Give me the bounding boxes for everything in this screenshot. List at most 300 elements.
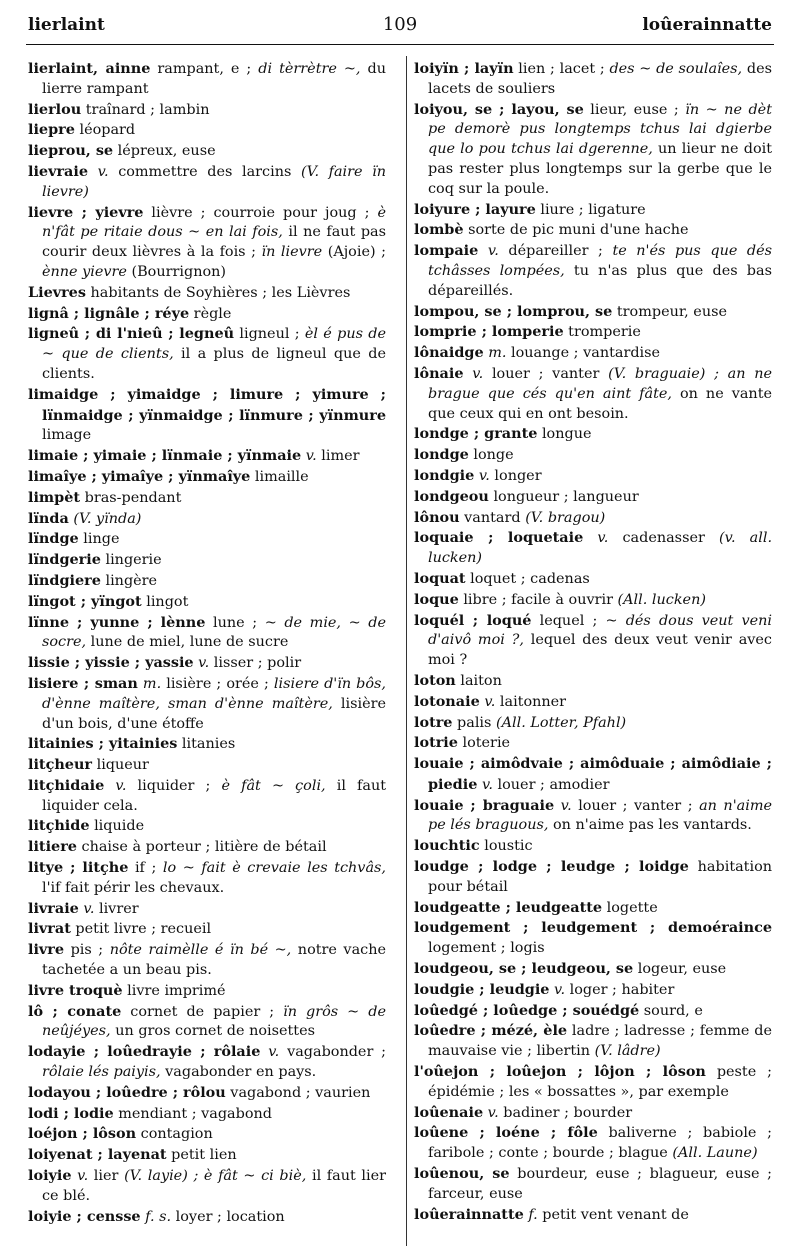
entry-definition-text: logette bbox=[602, 899, 658, 916]
entry-definition-text: lune ; bbox=[205, 614, 265, 631]
entry-italic-text: v. bbox=[597, 530, 609, 547]
entry-definition-text bbox=[88, 164, 98, 180]
dictionary-entry bbox=[414, 59, 772, 100]
entry-headword: lignâ ; lignâle ; réye bbox=[28, 304, 190, 322]
dictionary-entry bbox=[28, 613, 386, 654]
dictionary-entry bbox=[28, 1002, 386, 1043]
dictionary-entry bbox=[28, 755, 386, 776]
entry-definition-text: on n'aime pas les vantards. bbox=[548, 817, 752, 834]
dictionary-entry bbox=[414, 487, 772, 508]
dictionary-entry bbox=[28, 141, 386, 162]
dictionary-entry bbox=[28, 734, 386, 755]
entry-definition-text: petit livre ; recueil bbox=[70, 921, 212, 938]
dictionary-entry bbox=[28, 1083, 386, 1104]
entry-definition-text: lièvre ; courroie pour joug ; bbox=[143, 204, 378, 221]
dictionary-entry bbox=[414, 220, 772, 241]
dictionary-entry bbox=[28, 674, 386, 734]
dictionary-entry bbox=[414, 569, 772, 590]
entry-definition-text: logement ; logis bbox=[428, 940, 545, 957]
entry-italic-text: des ~ de soulaîes, bbox=[609, 61, 743, 77]
entry-italic-text: (All. Lotter, Pfahl) bbox=[495, 714, 627, 731]
entry-headword: loudge ; lodge ; leudge ; loidge bbox=[414, 858, 689, 876]
dictionary-entry bbox=[28, 919, 386, 940]
entry-italic-text: (V. yïnda) bbox=[73, 510, 142, 527]
entry-definition-text: liquide bbox=[89, 818, 145, 835]
entry-definition-text: vagabonder en pays. bbox=[160, 1064, 317, 1081]
entry-headword: lombè bbox=[414, 221, 464, 239]
entry-definition-text: tu n'as plus que des bas dépareillés. bbox=[428, 262, 772, 299]
entry-definition-text: liure ; ligature bbox=[535, 201, 646, 218]
entry-definition-text: palis bbox=[452, 714, 496, 731]
entry-headword: lodayie ; loûedrayie ; rôlaie bbox=[28, 1043, 261, 1061]
entry-definition-text: notre vache tachetée a un beau pis. bbox=[42, 942, 386, 979]
entry-definition-text: longue bbox=[537, 426, 592, 443]
dictionary-entry bbox=[28, 100, 386, 121]
entry-definition-text: laiton bbox=[455, 672, 502, 689]
entry-definition-text: règle bbox=[189, 305, 232, 322]
entry-definition-text: on ne vante que ceux qui en ont besoin. bbox=[428, 385, 772, 422]
entry-definition-text: loger ; habiter bbox=[565, 981, 675, 998]
entry-definition-text: lequel ; bbox=[531, 612, 606, 629]
entry-italic-text: v. bbox=[478, 467, 490, 484]
entry-headword: lieprou, se bbox=[28, 142, 114, 160]
entry-headword: lievraie bbox=[28, 162, 88, 180]
entry-definition-text: l'if fait périr les chevaux. bbox=[42, 879, 225, 896]
entry-italic-text: v. bbox=[472, 365, 484, 382]
entry-headword: loiyou, se ; layou, se bbox=[414, 100, 584, 118]
entry-headword: lievre ; yievre bbox=[28, 203, 144, 221]
entry-headword: litiere bbox=[28, 838, 77, 856]
entry-definition-text: litanies bbox=[177, 736, 236, 753]
entry-headword: lierlaint, ainne bbox=[28, 60, 151, 77]
entry-headword: londge bbox=[414, 446, 469, 464]
dictionary-entry bbox=[414, 343, 772, 364]
entry-definition-text: lépreux, euse bbox=[113, 143, 216, 160]
entry-headword: loéjon ; lôson bbox=[28, 1125, 137, 1143]
dictionary-entry bbox=[28, 509, 386, 530]
entry-definition-text: badiner ; bourder bbox=[498, 1104, 633, 1121]
entry-headword: lierlou bbox=[28, 100, 82, 118]
entry-headword: loquat bbox=[414, 569, 466, 587]
entry-headword: loûenaie bbox=[414, 1103, 484, 1121]
entry-definition-text: limage bbox=[42, 427, 92, 444]
dictionary-entry bbox=[414, 528, 772, 569]
dictionary-entry bbox=[414, 713, 772, 734]
entry-italic-text: lo ~ fait è crevaie les tchvâs, bbox=[162, 860, 386, 877]
entry-italic-text: (V. bragou) bbox=[525, 509, 606, 526]
dictionary-entry bbox=[414, 836, 772, 857]
dictionary-entry bbox=[28, 488, 386, 509]
entry-headword: louchtic bbox=[414, 837, 480, 855]
entry-definition-text: des lacets de souliers bbox=[428, 61, 772, 97]
dictionary-entry bbox=[28, 1145, 386, 1166]
entry-headword: l'oûejon ; loûejon ; lôjon ; lôson bbox=[414, 1063, 706, 1081]
header-rule bbox=[26, 44, 774, 45]
entry-headword: londgeou bbox=[414, 487, 489, 505]
entry-definition-text: cornet de papier ; bbox=[121, 1003, 284, 1020]
entry-definition-text: petit lien bbox=[166, 1147, 237, 1164]
entry-definition-text: logeur, euse bbox=[633, 961, 727, 978]
dictionary-entry bbox=[28, 981, 386, 1002]
entry-italic-text: f. s. bbox=[145, 1208, 172, 1225]
entry-italic-text: v. bbox=[115, 777, 127, 794]
entry-headword: livrat bbox=[28, 920, 71, 938]
entry-definition-text: lingerie bbox=[100, 552, 162, 569]
page-number: 109 bbox=[382, 14, 418, 35]
dictionary-entry bbox=[414, 918, 772, 959]
dictionary-entry bbox=[28, 571, 386, 592]
entry-definition-text: louer ; vanter bbox=[483, 365, 609, 382]
entry-definition-text: lisière ; orée ; bbox=[161, 675, 274, 692]
dictionary-entry bbox=[28, 1042, 386, 1083]
dictionary-entry bbox=[414, 241, 772, 301]
entry-definition-text: habitants de Soyhières ; les Lièvres bbox=[85, 284, 351, 301]
entry-headword: louaie ; aimôdvaie ; aimôduaie ; aimôdiaie ; piedie bbox=[414, 755, 772, 793]
entry-definition-text: ligneul ; bbox=[234, 326, 305, 343]
entry-italic-text: (All. Laune) bbox=[672, 1145, 758, 1162]
entry-headword: lïndgiere bbox=[28, 571, 101, 589]
entry-definition-text: vagabonder ; bbox=[279, 1044, 387, 1061]
entry-headword: lô ; conate bbox=[28, 1002, 122, 1020]
entry-definition-text: if ; bbox=[128, 860, 163, 877]
entry-italic-text: v. bbox=[268, 1044, 280, 1061]
entry-italic-text: ïn lievre bbox=[261, 244, 323, 261]
entry-headword: litçheur bbox=[28, 756, 93, 774]
dictionary-entry bbox=[28, 550, 386, 571]
entry-italic-text: ïn grôs ~ de neûjéyes, bbox=[42, 1003, 386, 1040]
entry-definition-text: lier bbox=[88, 1168, 125, 1185]
entry-definition-text: longe bbox=[468, 447, 514, 464]
dictionary-entry bbox=[28, 940, 386, 981]
entry-definition-text: il a plus de ligneul que de clients. bbox=[42, 346, 386, 382]
entry-definition-text: livre imprimé bbox=[122, 982, 226, 999]
dictionary-entry bbox=[28, 446, 386, 467]
entry-definition-text: pis ; bbox=[64, 942, 110, 959]
entry-italic-text: ïn ~ ne dèt pe demorè pus longtemps tchus lai dgierbe que lo pou tchus lai dgerenne, bbox=[428, 101, 772, 158]
entry-italic-text: (V. lâdre) bbox=[594, 1043, 661, 1060]
entry-definition-text: du lierre rampant bbox=[42, 61, 387, 97]
entry-italic-text: (V. braguaie) ; an ne brague que cés qu'en aint fâte, bbox=[428, 365, 773, 402]
entry-definition-text: (Bourrignon) bbox=[126, 263, 227, 280]
entry-italic-text: m. bbox=[488, 345, 507, 362]
entry-definition-text: lieur, euse ; bbox=[583, 101, 686, 118]
entry-italic-text: lisiere d'ïn bôs, d'ènne maîtère, sman d'ènne maîtère, bbox=[42, 675, 387, 712]
entry-headword: livraie bbox=[28, 899, 79, 917]
entry-italic-text: ènne yievre bbox=[42, 263, 127, 280]
entry-headword: lïngot ; yïngot bbox=[28, 592, 142, 610]
dictionary-entry bbox=[28, 592, 386, 613]
entry-definition-text: (Ajoie) ; bbox=[322, 244, 386, 261]
entry-italic-text: (V. faire ïn lievre) bbox=[42, 163, 387, 200]
entry-italic-text: te n'és pus que dés tchâsses lompées, bbox=[428, 243, 773, 279]
entry-definition-text: commettre des larcins bbox=[108, 163, 301, 180]
dictionary-entry bbox=[414, 796, 772, 837]
entry-italic-text: v. bbox=[198, 655, 210, 672]
dictionary-entry bbox=[28, 653, 386, 674]
entry-italic-text: ~ dés dous veut veni d'aivô moi ?, bbox=[428, 612, 773, 649]
dictionary-entry bbox=[28, 529, 386, 550]
entry-headword: lïnne ; yunne ; lènne bbox=[28, 613, 206, 631]
entry-definition-text: bras-pendant bbox=[80, 489, 182, 506]
entry-headword: litye ; litçhe bbox=[28, 859, 129, 877]
dictionary-entry bbox=[28, 1104, 386, 1125]
dictionary-entry bbox=[414, 100, 772, 200]
entry-headword: loquél ; loqué bbox=[414, 611, 532, 629]
dictionary-entry bbox=[414, 445, 772, 466]
entry-headword: loiyie ; censse bbox=[28, 1207, 141, 1225]
dictionary-entry bbox=[414, 424, 772, 445]
entry-italic-text: v. bbox=[484, 693, 496, 710]
entry-headword: lotre bbox=[414, 713, 453, 731]
entry-headword: lompou, se ; lomprou, se bbox=[414, 302, 613, 320]
entry-headword: loiyie bbox=[28, 1167, 72, 1185]
entry-definition-text: sorte de pic muni d'une hache bbox=[463, 222, 689, 239]
entry-headword: loque bbox=[414, 590, 459, 608]
entry-definition-text: lingère bbox=[100, 572, 158, 589]
dictionary-entry bbox=[414, 466, 772, 487]
entry-italic-text: v. bbox=[481, 776, 493, 793]
entry-italic-text: (v. all. lucken) bbox=[428, 530, 773, 567]
entry-italic-text: f. bbox=[528, 1206, 538, 1223]
entry-definition-text: bourdeur, euse ; blagueur, euse ; farceur, euse bbox=[428, 1166, 772, 1202]
dictionary-entry bbox=[414, 1021, 772, 1062]
entry-headword: loton bbox=[414, 671, 456, 689]
dictionary-entry bbox=[414, 322, 772, 343]
entry-headword: lisiere ; sman bbox=[28, 674, 138, 692]
entry-definition-text: léopard bbox=[74, 122, 136, 139]
entry-headword: loudgeatte ; leudgeatte bbox=[414, 898, 603, 916]
dictionary-entry bbox=[414, 671, 772, 692]
entry-headword: loiyure ; layure bbox=[414, 200, 536, 218]
dictionary-entry bbox=[414, 692, 772, 713]
dictionary-entry bbox=[414, 611, 772, 671]
right-column bbox=[414, 59, 772, 1225]
entry-headword: lissie ; yissie ; yassie bbox=[28, 654, 194, 672]
entry-headword: lotrie bbox=[414, 734, 458, 752]
dictionary-entry bbox=[414, 980, 772, 1001]
left-guideword: lierlaint bbox=[28, 15, 105, 35]
entry-headword: loudgie ; leudgie bbox=[414, 980, 550, 998]
dictionary-entry bbox=[414, 898, 772, 919]
dictionary-entry bbox=[28, 776, 386, 817]
entry-headword: limaîye ; yimaîye ; yïnmaîye bbox=[28, 467, 251, 485]
entry-definition-text: louer ; amodier bbox=[492, 776, 610, 793]
entry-italic-text: v. bbox=[77, 1168, 89, 1185]
entry-definition-text: loustic bbox=[479, 838, 533, 855]
entry-headword: loiyenat ; layenat bbox=[28, 1146, 167, 1164]
dictionary-entry bbox=[414, 590, 772, 611]
entry-headword: loquaie ; loquetaie bbox=[414, 529, 584, 547]
entry-definition-text: tromperie bbox=[563, 324, 641, 341]
entry-definition-text: peste ; épidémie ; les « bossattes », par exemple bbox=[428, 1064, 772, 1100]
entry-definition-text: longer bbox=[489, 467, 542, 484]
entry-headword: loiyïn ; layïn bbox=[414, 60, 514, 77]
entry-definition-text: liqueur bbox=[92, 757, 149, 774]
entry-definition-text: rampant, e ; bbox=[150, 61, 259, 77]
dictionary-entry bbox=[414, 959, 772, 980]
entry-definition-text: lisière d'un bois, d'une étoffe bbox=[42, 695, 386, 732]
entry-definition-text: petit vent venant de bbox=[537, 1206, 689, 1223]
entry-definition-text: longueur ; langueur bbox=[488, 488, 639, 505]
entry-definition-text: louange ; vantardise bbox=[506, 345, 661, 362]
dictionary-entry bbox=[414, 508, 772, 529]
entry-headword: liepre bbox=[28, 121, 75, 139]
entry-headword: livre bbox=[28, 941, 65, 959]
entry-definition-text: livrer bbox=[94, 900, 139, 917]
entry-headword: limaie ; yimaie ; lïnmaie ; yïnmaie bbox=[28, 447, 302, 465]
entry-headword: lotonaie bbox=[414, 692, 480, 710]
entry-definition-text: il faut liquider cela. bbox=[42, 777, 387, 814]
entry-headword: lônou bbox=[414, 508, 460, 526]
dictionary-entry bbox=[414, 754, 772, 796]
entry-headword: lïnda bbox=[28, 509, 69, 527]
dictionary-entry bbox=[28, 283, 386, 304]
entry-headword: loûedre ; mézé, èle bbox=[414, 1022, 568, 1040]
entry-italic-text: (All. lucken) bbox=[617, 591, 706, 608]
entry-headword: loudgeou, se ; leudgeou, se bbox=[414, 960, 634, 978]
entry-definition-text: linge bbox=[78, 531, 120, 548]
entry-headword: lompaie bbox=[414, 242, 479, 260]
dictionary-entry bbox=[414, 364, 772, 424]
entry-italic-text: (V. layie) ; è fât ~ ci biè, bbox=[124, 1168, 307, 1185]
entry-italic-text: v. bbox=[487, 243, 499, 260]
entry-definition-text: lingot bbox=[141, 593, 189, 610]
entry-definition-text: loquet ; cadenas bbox=[465, 570, 590, 587]
entry-headword: litainies ; yitainies bbox=[28, 735, 178, 753]
entry-headword: lodi ; lodie bbox=[28, 1104, 114, 1122]
entry-definition-text: il faut lier ce blé. bbox=[42, 1168, 387, 1204]
entry-headword: lomprie ; lomperie bbox=[414, 323, 564, 341]
entry-definition-text: lune de miel, lune de sucre bbox=[86, 634, 289, 651]
dictionary-entry bbox=[414, 1062, 772, 1103]
entry-definition-text: vantard bbox=[459, 509, 526, 526]
entry-definition-text: laitonner bbox=[495, 693, 567, 710]
entry-definition-text: trompeur, euse bbox=[612, 303, 727, 320]
entry-definition-text bbox=[463, 366, 472, 382]
dictionary-entry bbox=[28, 162, 386, 203]
entry-italic-text: rôlaie lés paiyis, bbox=[42, 1064, 161, 1081]
entry-italic-text: v. bbox=[554, 981, 566, 998]
entry-headword: loudgement ; leudgement ; demoéraince bbox=[414, 919, 772, 937]
entry-definition-text: baliverne ; babiole ; faribole ; conte ; bourde ; blague bbox=[428, 1125, 772, 1162]
entry-definition-text: loyer ; location bbox=[171, 1208, 285, 1225]
entry-headword: limaidge ; yimaidge ; limure ; yimure ; lïnmaidge ; yïnmaidge ; lïnmure ; yïnmure bbox=[28, 385, 386, 424]
entry-italic-text: nôte raimèlle é ïn bé ~, bbox=[109, 942, 292, 959]
dictionary-entry bbox=[28, 324, 386, 384]
dictionary-entry bbox=[28, 304, 386, 325]
entry-headword: londge ; grante bbox=[414, 425, 538, 443]
entry-italic-text: v. bbox=[487, 1104, 499, 1121]
entry-definition-text: cadenasser bbox=[608, 530, 719, 547]
entry-headword: loûedgé ; loûedge ; souédgé bbox=[414, 1001, 640, 1019]
dictionary-entry bbox=[414, 1103, 772, 1124]
entry-headword: lônaidge bbox=[414, 344, 484, 362]
entry-definition-text: vagabond ; vaurien bbox=[225, 1084, 371, 1101]
entry-definition-text: dépareiller ; bbox=[498, 243, 613, 260]
entry-italic-text: ~ de mie, ~ de socre, bbox=[42, 614, 386, 651]
entry-headword: ligneû ; di l'nieû ; legneû bbox=[28, 325, 235, 343]
entry-definition-text bbox=[104, 778, 115, 794]
entry-headword: lodayou ; loûedre ; rôlou bbox=[28, 1083, 226, 1101]
entry-definition-text: libre ; facile à ouvrir bbox=[458, 591, 618, 608]
entry-definition-text: ladre ; ladresse ; femme de mauvaise vie ; libertin bbox=[428, 1023, 773, 1060]
dictionary-entry bbox=[414, 1001, 772, 1022]
entry-definition-text: un gros cornet de noisettes bbox=[110, 1023, 315, 1040]
entry-definition-text: mendiant ; vagabond bbox=[113, 1105, 272, 1122]
dictionary-entry bbox=[28, 837, 386, 858]
entry-headword: lïndgerie bbox=[28, 551, 101, 569]
entry-definition-text: chaise à porteur ; litière de bétail bbox=[76, 839, 327, 856]
entry-definition-text bbox=[478, 243, 488, 259]
entry-definition-text: limaille bbox=[250, 468, 309, 485]
entry-headword: Lievres bbox=[28, 283, 86, 301]
dictionary-entry bbox=[28, 120, 386, 141]
entry-definition-text: un lieur ne doit pas rester plus longtemps sur la gerbe que le coq sur la poule. bbox=[428, 141, 773, 197]
entry-headword: litçhide bbox=[28, 817, 90, 835]
dictionary-entry bbox=[414, 733, 772, 754]
dictionary-entry bbox=[414, 857, 772, 898]
entry-headword: lïndge bbox=[28, 530, 79, 548]
entry-headword: litçhidaie bbox=[28, 776, 105, 794]
entry-definition-text: louer ; vanter ; bbox=[571, 797, 700, 814]
entry-headword: londgie bbox=[414, 466, 475, 484]
dictionary-entry bbox=[28, 1207, 386, 1228]
right-guideword: loûerainnatte bbox=[642, 15, 772, 35]
dictionary-entry bbox=[28, 858, 386, 899]
entry-definition-text bbox=[583, 530, 597, 546]
dictionary-entry bbox=[28, 1166, 386, 1207]
dictionary-entry bbox=[28, 816, 386, 837]
dictionary-entry bbox=[414, 1164, 772, 1205]
entry-italic-text: m. bbox=[142, 675, 162, 692]
dictionary-entry bbox=[414, 1123, 772, 1164]
dictionary-entry bbox=[28, 899, 386, 920]
dictionary-entry bbox=[414, 302, 772, 323]
dictionary-entry bbox=[414, 200, 772, 221]
entry-headword: livre troquè bbox=[28, 981, 123, 999]
entry-italic-text: è fât ~ çoli, bbox=[221, 777, 326, 794]
entry-headword: loûene ; loéne ; fôle bbox=[414, 1124, 598, 1142]
entry-definition-text: traînard ; lambin bbox=[81, 101, 210, 118]
dictionary-entry bbox=[28, 59, 386, 100]
entry-definition-text: contagion bbox=[136, 1126, 213, 1143]
entry-headword: louaie ; braguaie bbox=[414, 796, 555, 814]
dictionary-entry bbox=[28, 1124, 386, 1145]
entry-definition-text: lisser ; polir bbox=[209, 655, 302, 672]
entry-italic-text: èl é pus de ~ que de clients, bbox=[42, 326, 387, 363]
entry-headword: loûenou, se bbox=[414, 1165, 510, 1183]
left-column bbox=[28, 59, 386, 1227]
entry-definition-text: habitation pour bétail bbox=[428, 859, 772, 895]
entry-definition-text: loterie bbox=[457, 735, 511, 752]
entry-definition-text: liquider ; bbox=[126, 777, 222, 794]
dictionary-entry bbox=[28, 467, 386, 488]
entry-italic-text: è n'fât pe ritaie dous ~ en lai fois, bbox=[42, 204, 386, 241]
entry-italic-text: an n'aime pe lés braguous, bbox=[428, 797, 772, 834]
entry-italic-text: v. bbox=[97, 163, 109, 180]
entry-definition-text: lequel des deux veut venir avec moi ? bbox=[428, 632, 772, 669]
entry-headword: loûerainnatte bbox=[414, 1205, 524, 1223]
entry-italic-text: v. bbox=[83, 900, 95, 917]
dictionary-entry bbox=[28, 385, 386, 446]
entry-definition-text: il ne faut pas courir deux lièvres à la fois ; bbox=[42, 224, 387, 261]
entry-definition-text: limer bbox=[316, 448, 360, 465]
entry-italic-text: v. bbox=[305, 448, 317, 465]
dictionary-entry bbox=[414, 1205, 772, 1226]
column-divider bbox=[406, 56, 407, 1246]
entry-italic-text: di tèrrètre ~, bbox=[258, 61, 361, 77]
entry-headword: lônaie bbox=[414, 364, 464, 382]
